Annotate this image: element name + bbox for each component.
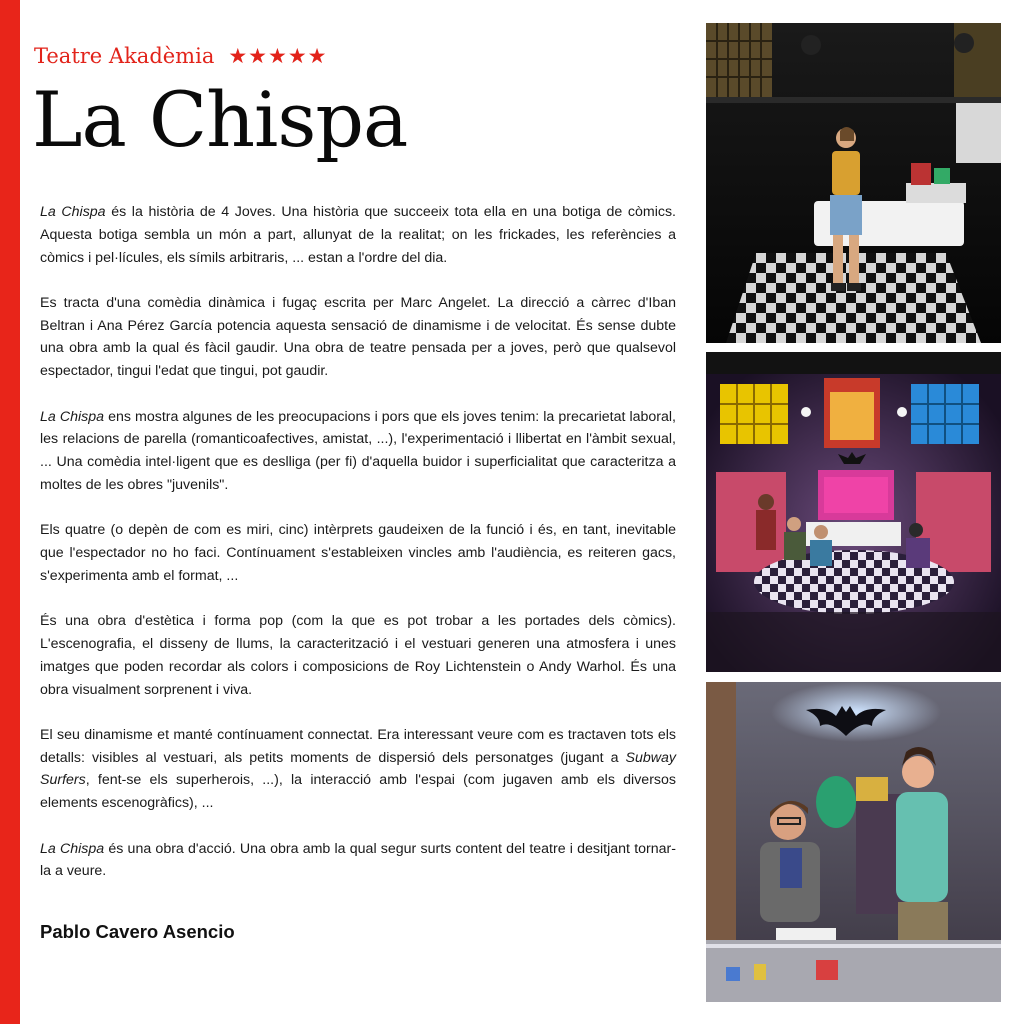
game-title-ref: Subway Surfers — [40, 749, 676, 789]
stage-photo-comic-shop-set — [706, 352, 1001, 672]
page-title: La Chispa — [32, 75, 408, 164]
author-name: Pablo Cavero Asencio — [40, 921, 235, 942]
stage-photo-solo-performer — [706, 23, 1001, 343]
venue-name: Teatre Akadèmia — [34, 44, 215, 68]
stage-photo-two-performers — [706, 682, 1001, 1002]
paragraph-5: És una obra d'estètica i forma pop (com la que es pot trobar a les portades dels còmics). L'escenografia, el disseny de llums, la caracterització i el vestuari generen una atmosfera i unes imatges que poden recordar als colors i composicions de Roy Lichtenstein o Andy Warhol. És una obra visualment sorprenent i viva. — [40, 613, 676, 698]
accent-bar — [0, 0, 20, 1024]
paragraph-1: La Chispa és la història de 4 Joves. Una història que succeeix tota ella en una botiga de còmics. Aquesta botiga sembla un món a part, allunyat de la realitat; on les frickades, les referències a còmics i pel·lícules, els símils arbitraris, ... estan a l'ordre del dia. — [40, 204, 676, 266]
paragraph-7: La Chispa és una obra d'acció. Una obra amb la qual segur surts content del teatre i desitjant tornar-la a veure. — [40, 840, 676, 880]
venue-header — [34, 44, 327, 68]
play-title-ref: La Chispa — [40, 840, 105, 857]
paragraph-2: Es tracta d'una comèdia dinàmica i fugaç escrita per Marc Angelet. La direcció a càrrec d'Iban Beltran i Ana Pérez García potencia aquesta sensació de dinamisme i de velocitat. És sense dubte una obra amb la qual és fàcil gaudir. Una obra de teatre pensada per a joves, però que qualsevol espectador, tingui l'edat que tingui, pot gaudir. — [40, 294, 676, 380]
star-rating: ★★★★★ — [228, 44, 328, 68]
play-title-ref: La Chispa — [40, 408, 105, 425]
paragraph-3: La Chispa ens mostra algunes de les preocupacions i pors que els joves tenim: la precarietat laboral, les relacions de parella (romanticoafectives, amistat, ...), l'experimentació i llibertat en l'àmbit sexual, ... Una comèdia intel·ligent que es deslliga (per fi) d'aquella buidor i superficialitat que caracteritza a moltes de les obres "juvenils". — [40, 408, 676, 493]
play-title-ref: La Chispa — [40, 204, 106, 220]
paragraph-6: El seu dinamisme et manté contínuament connectat. Era interessant veure com es tractaven tots els detalls: visibles al vestuari, als petits moments de dispersió dels personatges (jugant a Subway Surfers, fent-se els superherois, ...), la interacció amb l'espai (com jugaven amb els diversos elements escenogràfics), ... — [40, 726, 676, 812]
review-body — [40, 201, 676, 906]
paragraph-4: Els quatre (o depèn de com es miri, cinc) intèrprets gaudeixen de la funció i és, en tant, inevitable que l'espectador no ho faci. Contínuament s'estableixen vincles amb l'audiència, es reiteren gacs, s'experimenta amb el format, ... — [40, 522, 676, 584]
